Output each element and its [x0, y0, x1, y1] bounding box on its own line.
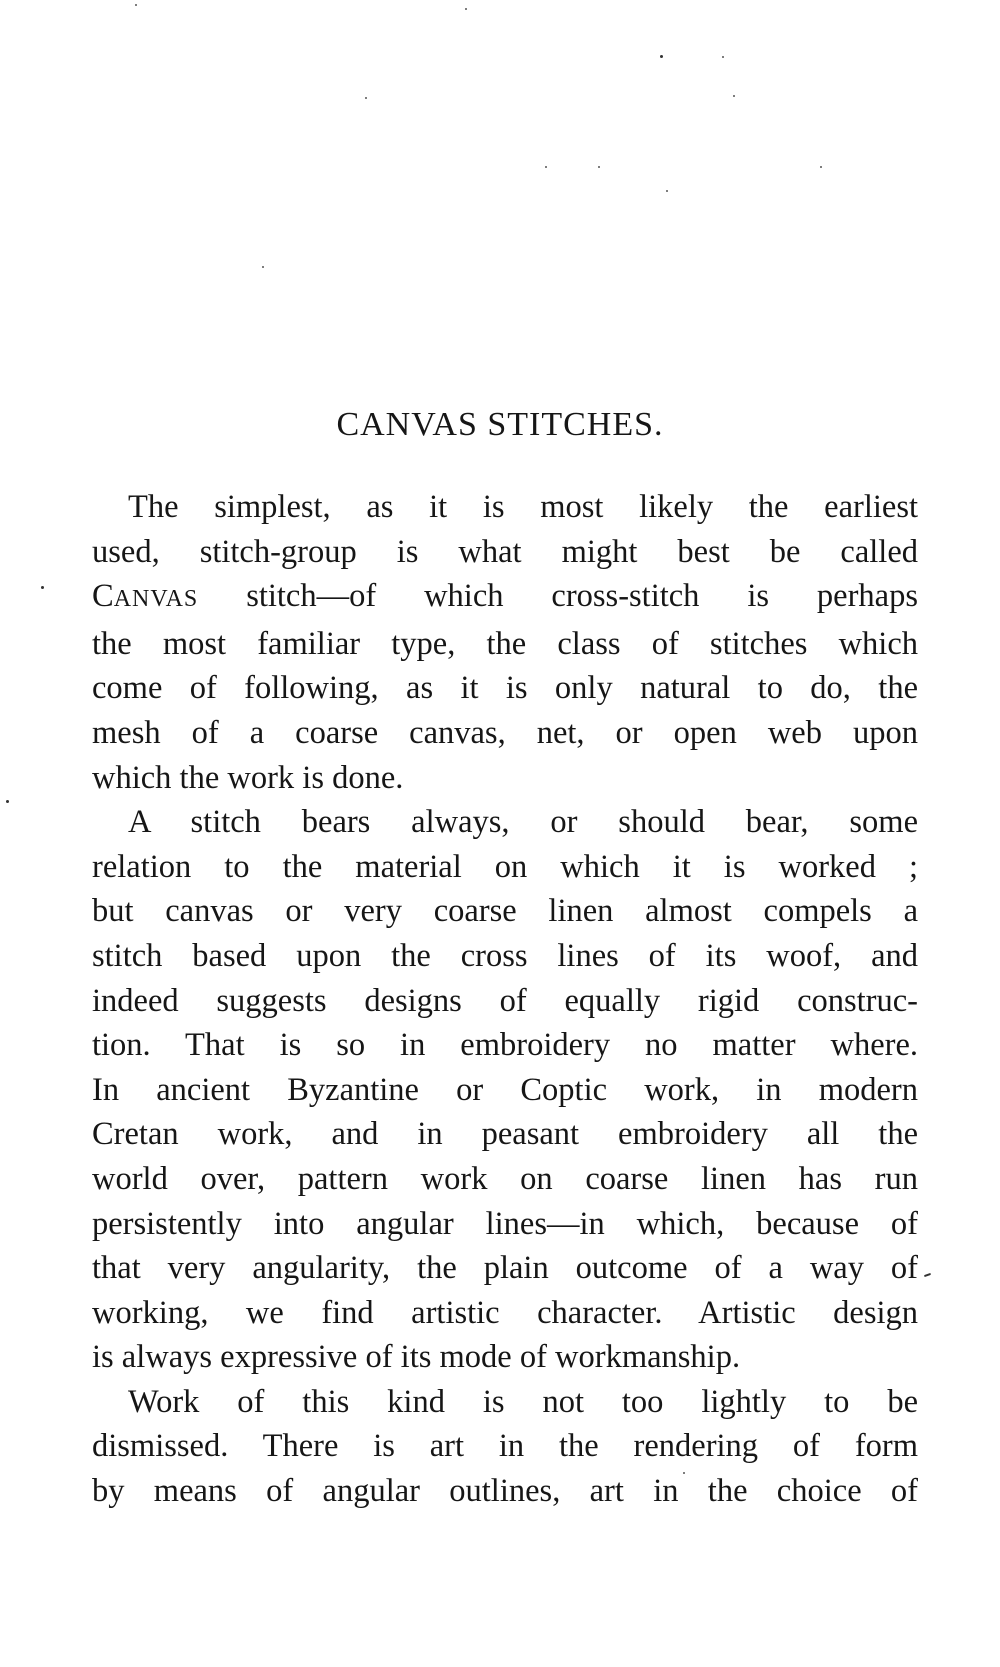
text-line: relation to the material on which it is worked ;	[92, 848, 918, 885]
text-line: the most familiar type, the class of stitches which	[92, 625, 918, 662]
text-line: is always expressive of its mode of workmanship.	[92, 1339, 741, 1376]
text-line: by means of angular outlines, art in the choice of	[92, 1473, 918, 1510]
text-line: that very angularity, the plain outcome of a way of	[92, 1250, 918, 1287]
text-line: which the work is done.	[92, 759, 404, 796]
scan-speck	[135, 4, 137, 6]
text-line: tion. That is so in embroidery no matter where.	[92, 1027, 918, 1064]
text-line: persistently into angular lines—in which, because of	[92, 1205, 918, 1242]
text-line: world over, pattern work on coarse linen has run	[92, 1160, 918, 1197]
scan-speck	[820, 166, 822, 168]
canvas-smallcaps: ANVAS	[113, 586, 199, 613]
scan-speck	[722, 56, 724, 58]
text-line: Cretan work, and in peasant embroidery all the	[92, 1116, 918, 1153]
paragraph-3	[92, 1380, 918, 1514]
scan-speck	[733, 95, 735, 97]
text-line-canvas	[92, 574, 918, 622]
paragraph-1	[92, 485, 918, 800]
scan-speck	[924, 1273, 931, 1277]
text-line: dismissed. There is art in the rendering of form	[92, 1428, 918, 1465]
scan-speck	[262, 266, 264, 268]
scan-speck	[598, 166, 600, 168]
text-line: but canvas or very coarse linen almost compels a	[92, 893, 918, 930]
text-line: Work of this kind is not too lightly to be	[128, 1383, 918, 1420]
scan-speck	[545, 166, 547, 168]
page-heading: CANVAS STITCHES.	[336, 406, 664, 443]
text-line: stitch based upon the cross lines of its woof, and	[92, 937, 918, 974]
text-line: working, we find artistic character. Artistic design	[92, 1294, 918, 1331]
scan-speck	[465, 8, 467, 10]
paragraph-2	[92, 800, 918, 1380]
scan-speck	[6, 800, 9, 803]
text-line: The simplest, as it is most likely the earliest	[128, 489, 918, 525]
canvas-line-rest: stitch—of which cross-stitch is perhaps	[198, 578, 918, 615]
scan-speck	[666, 190, 668, 192]
text-line: used, stitch-group is what might best be called	[92, 533, 918, 570]
scan-speck	[660, 55, 663, 58]
text-line: come of following, as it is only natural to do, the	[92, 670, 918, 707]
canvas-initial: C	[92, 578, 114, 615]
text-line: A stitch bears always, or should bear, some	[128, 804, 918, 841]
scan-speck	[41, 586, 44, 589]
text-line: indeed suggests designs of equally rigid construc-	[92, 982, 918, 1019]
text-line: mesh of a coarse canvas, net, or open web upon	[92, 714, 918, 751]
canvas-word	[92, 578, 198, 614]
scan-speck	[365, 97, 367, 99]
text-line: In ancient Byzantine or Coptic work, in modern	[92, 1071, 918, 1108]
body-text	[92, 485, 918, 1514]
